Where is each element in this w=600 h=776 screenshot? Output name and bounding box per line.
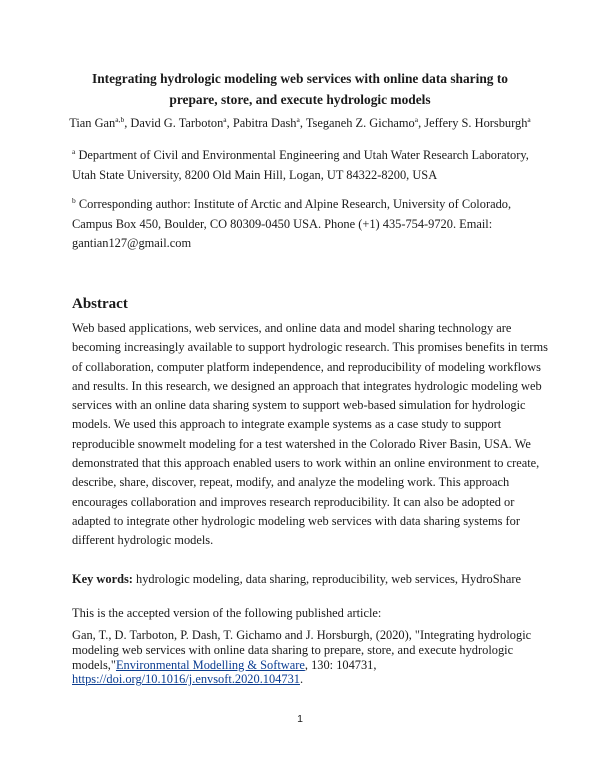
affiliation-b bbox=[72, 195, 532, 254]
citation bbox=[72, 628, 542, 687]
author-name: Tseganeh Z. Gichamo bbox=[305, 116, 415, 130]
affiliation-marker: b bbox=[72, 196, 76, 205]
abstract-line: of collaboration, computer platform independence, and reproducibility of modeling workflows bbox=[72, 359, 541, 374]
author-separator: , bbox=[124, 116, 131, 130]
doi-link[interactable]: https://doi.org/10.1016/j.envsoft.2020.104731 bbox=[72, 672, 300, 687]
abstract-line: different hydrologic models. bbox=[72, 533, 214, 548]
author-separator: , bbox=[226, 116, 233, 130]
paper-title bbox=[60, 68, 540, 110]
keywords-text: hydrologic modeling, data sharing, reproducibility, web services, HydroShare bbox=[136, 572, 521, 586]
abstract-line: Web based applications, web services, and online data and model sharing technology are bbox=[72, 321, 512, 335]
doi-suffix: . bbox=[299, 672, 304, 687]
author-affiliation-marker: a bbox=[223, 115, 227, 124]
affiliation-a-line-1: Department of Civil and Environmental Engineering and Utah Water Research Laboratory, bbox=[78, 148, 529, 162]
author-list bbox=[40, 115, 560, 131]
abstract-line: encourages collaboration and improves research reproducibility. It can also be adopted or bbox=[72, 494, 515, 509]
author-affiliation-marker: a,b bbox=[115, 115, 125, 124]
affiliation-a bbox=[72, 146, 532, 185]
citation-line-3-prefix: models," bbox=[72, 657, 116, 672]
affiliation-b-line-2: Campus Box 450, Boulder, CO 80309-0450 USA. Phone (+1) 435-754-9720. Email: bbox=[72, 216, 493, 231]
page-number: 1 bbox=[297, 713, 303, 725]
affiliation-marker: a bbox=[72, 147, 76, 156]
author-affiliation-marker: a bbox=[296, 115, 300, 124]
author-name: David G. Tarboton bbox=[130, 116, 224, 130]
affiliation-b-line-1: Corresponding author: Institute of Arctic and Alpine Research, University of Colorado, bbox=[78, 197, 512, 211]
abstract-line: models. We used this approach to integrate example systems as a case study to support bbox=[72, 417, 502, 432]
author-affiliation-marker: a bbox=[527, 115, 531, 124]
keywords bbox=[72, 572, 542, 587]
journal-link[interactable]: Environmental Modelling & Software bbox=[115, 657, 305, 672]
author-separator: , bbox=[299, 116, 306, 130]
abstract-line: demonstrated that this approach enabled users to work within an online environment to create, bbox=[72, 456, 540, 471]
title-line-1: Integrating hydrologic modeling web services with online data sharing to bbox=[92, 71, 508, 86]
affiliation-a-line-2: Utah State University, 8200 Old Main Hill, Logan, UT 84322-8200, USA bbox=[72, 167, 438, 182]
accepted-version-note: This is the accepted version of the following published article: bbox=[72, 606, 382, 620]
author-name: Pabitra Dash bbox=[232, 116, 297, 130]
corresponding-email: gantian127@gmail.com bbox=[72, 236, 192, 250]
citation-line-1: Gan, T., D. Tarboton, P. Dash, T. Gichamo and J. Horsburgh, (2020), "Integrating hydrologic bbox=[72, 628, 532, 642]
abstract-line: describe, share, discover, repeat, modify, and analyze the modeling work. This approach bbox=[72, 475, 510, 490]
abstract-line: services with an online data sharing system to support web-based simulation for hydrologic bbox=[72, 398, 526, 413]
author-separator: , bbox=[418, 116, 425, 130]
keywords-label: Key words: bbox=[72, 572, 133, 586]
abstract-line: and results. In this research, we designed an approach that integrates hydrologic modeling web bbox=[72, 378, 542, 393]
abstract-heading: Abstract bbox=[72, 296, 128, 312]
author-name: Jeffery S. Horsburgh bbox=[424, 116, 528, 130]
abstract-line: adapted to integrate other hydrologic modeling web services with data sharing systems for bbox=[72, 513, 521, 528]
author-affiliation-marker: a bbox=[414, 115, 419, 124]
abstract-line: reproducible snowmelt modeling for a test watershed in the Colorado River Basin, USA. We bbox=[72, 436, 531, 451]
citation-line-2: modeling web services with online data sharing to prepare, store, and execute hydrologic bbox=[72, 642, 514, 657]
title-line-2: prepare, store, and execute hydrologic models bbox=[169, 92, 431, 107]
citation-volume: , 130: 104731, bbox=[304, 657, 377, 672]
author-name: Tian Gan bbox=[69, 116, 116, 130]
abstract-line: becoming increasingly available to support hydrologic research. This promises benefits in terms bbox=[72, 340, 548, 355]
abstract-body bbox=[72, 319, 548, 551]
